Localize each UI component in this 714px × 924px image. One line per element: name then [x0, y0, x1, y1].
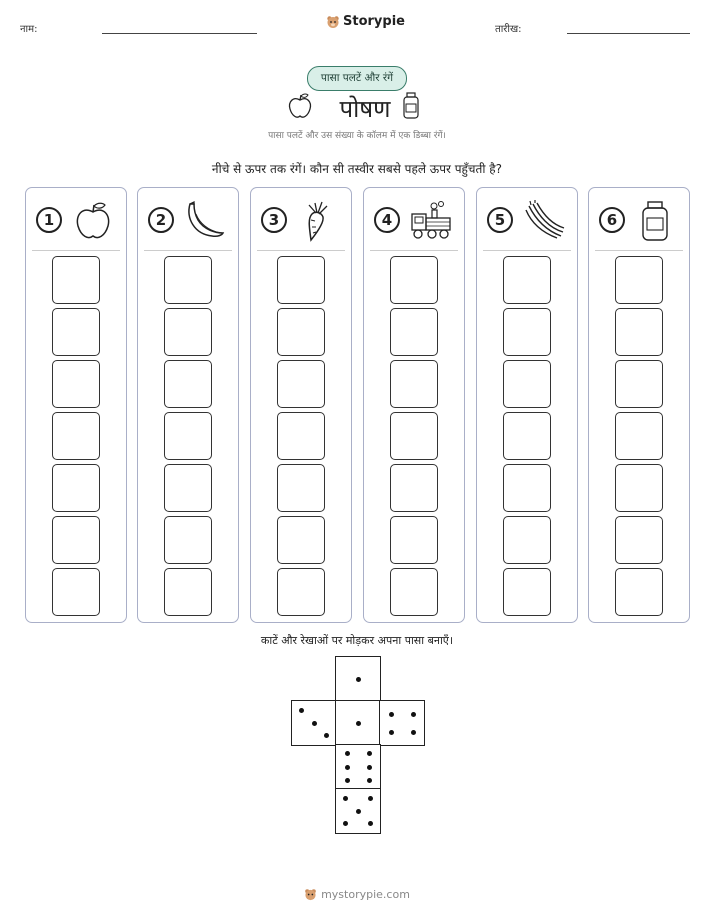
- die-pip: [368, 821, 373, 826]
- color-box[interactable]: [615, 464, 663, 512]
- name-line: [102, 33, 257, 34]
- color-box[interactable]: [503, 412, 551, 460]
- die-face-6: [335, 744, 381, 790]
- date-line: [567, 33, 690, 34]
- jar-title-icon: [402, 92, 420, 120]
- apple-icon: [70, 200, 116, 242]
- die-face-5: [335, 788, 381, 834]
- color-box[interactable]: [390, 516, 438, 564]
- column-number: 2: [148, 207, 174, 233]
- dice-instruction: काटें और रेखाओं पर मोड़कर अपना पासा बनाएँ।: [260, 634, 454, 647]
- color-box[interactable]: [615, 412, 663, 460]
- die-pip: [411, 730, 416, 735]
- die-face-center: [335, 700, 381, 746]
- color-box[interactable]: [615, 360, 663, 408]
- color-box[interactable]: [52, 516, 100, 564]
- apple-title-icon: [287, 92, 313, 120]
- die-pip: [312, 721, 317, 726]
- die-pip: [356, 721, 361, 726]
- color-box[interactable]: [164, 412, 212, 460]
- die-pip: [345, 765, 350, 770]
- color-box[interactable]: [277, 464, 325, 512]
- color-box[interactable]: [164, 360, 212, 408]
- brand-name: Storypie: [343, 14, 405, 29]
- die-face-1: [335, 656, 381, 702]
- column-number: 5: [487, 207, 513, 233]
- color-box[interactable]: [277, 568, 325, 616]
- brand-logo: [326, 14, 405, 29]
- page-title: पोषण: [339, 95, 391, 123]
- die-pip: [324, 733, 329, 738]
- die-face-3: [291, 700, 337, 746]
- die-pip: [389, 712, 394, 717]
- die-pip: [367, 765, 372, 770]
- footer-url: mystorypie.com: [321, 888, 410, 901]
- color-box[interactable]: [503, 308, 551, 356]
- footer: [0, 888, 714, 901]
- die-face-4: [379, 700, 425, 746]
- color-box[interactable]: [52, 568, 100, 616]
- race-instruction: नीचे से ऊपर तक रंगें। कौन सी तस्वीर सबसे पहले ऊपर पहुँचती है?: [211, 162, 503, 176]
- die-pip: [368, 796, 373, 801]
- column-5: [476, 187, 578, 623]
- color-box[interactable]: [164, 568, 212, 616]
- die-pip: [345, 778, 350, 783]
- color-box[interactable]: [615, 568, 663, 616]
- column-number: 6: [599, 207, 625, 233]
- color-box[interactable]: [390, 412, 438, 460]
- color-box[interactable]: [52, 412, 100, 460]
- die-pip: [367, 751, 372, 756]
- die-pip: [345, 751, 350, 756]
- die-pip: [343, 821, 348, 826]
- column-number: 3: [261, 207, 287, 233]
- color-box[interactable]: [277, 516, 325, 564]
- carrot-icon: [295, 200, 341, 242]
- color-box[interactable]: [52, 256, 100, 304]
- column-divider: [370, 250, 458, 251]
- color-box[interactable]: [390, 568, 438, 616]
- column-divider: [257, 250, 345, 251]
- color-box[interactable]: [390, 256, 438, 304]
- green-beans-icon: [521, 200, 567, 242]
- color-box[interactable]: [390, 308, 438, 356]
- subtitle: पासा पलटें और उस संख्या के कॉलम में एक डिब्बा रंगें।: [268, 131, 446, 141]
- column-2: [137, 187, 239, 623]
- die-pip: [411, 712, 416, 717]
- color-box[interactable]: [164, 256, 212, 304]
- color-box[interactable]: [52, 308, 100, 356]
- color-box[interactable]: [615, 516, 663, 564]
- column-6: [588, 187, 690, 623]
- column-divider: [595, 250, 683, 251]
- bear-icon: [326, 15, 340, 29]
- color-box[interactable]: [277, 256, 325, 304]
- column-divider: [32, 250, 120, 251]
- color-box[interactable]: [503, 360, 551, 408]
- color-box[interactable]: [164, 516, 212, 564]
- die-pip: [356, 809, 361, 814]
- color-box[interactable]: [615, 256, 663, 304]
- column-divider: [483, 250, 571, 251]
- color-box[interactable]: [390, 360, 438, 408]
- die-pip: [299, 708, 304, 713]
- color-box[interactable]: [52, 464, 100, 512]
- activity-tag: पासा पलटें और रंगें: [307, 66, 407, 91]
- train-icon: [408, 200, 454, 242]
- column-1: [25, 187, 127, 623]
- column-number: 4: [374, 207, 400, 233]
- color-box[interactable]: [503, 464, 551, 512]
- color-box[interactable]: [277, 412, 325, 460]
- date-label: तारीख:: [495, 24, 522, 35]
- bear-footer-icon: [304, 888, 317, 901]
- column-divider: [144, 250, 232, 251]
- die-pip: [367, 778, 372, 783]
- color-box[interactable]: [277, 308, 325, 356]
- column-number: 1: [36, 207, 62, 233]
- column-4: [363, 187, 465, 623]
- color-box[interactable]: [503, 568, 551, 616]
- banana-icon: [182, 200, 228, 242]
- column-3: [250, 187, 352, 623]
- name-label: नाम:: [20, 24, 38, 35]
- die-pip: [389, 730, 394, 735]
- die-pip: [343, 796, 348, 801]
- color-box[interactable]: [390, 464, 438, 512]
- color-box[interactable]: [615, 308, 663, 356]
- color-box[interactable]: [164, 308, 212, 356]
- color-box[interactable]: [277, 360, 325, 408]
- color-box[interactable]: [503, 516, 551, 564]
- color-box[interactable]: [503, 256, 551, 304]
- die-pip: [356, 677, 361, 682]
- jar-icon: [633, 200, 679, 242]
- color-box[interactable]: [52, 360, 100, 408]
- color-box[interactable]: [164, 464, 212, 512]
